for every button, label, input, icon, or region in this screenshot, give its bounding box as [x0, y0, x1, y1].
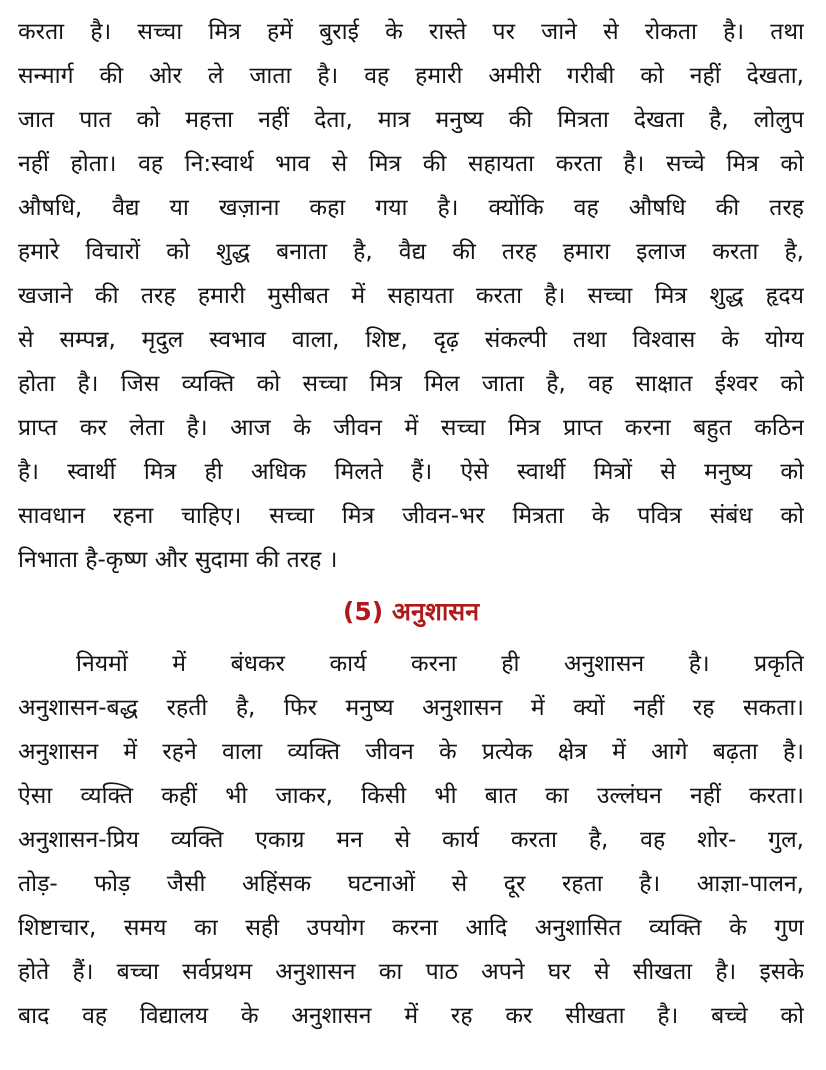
text-line: से सम्पन्न, मृदुल स्वभाव वाला, शिष्ट, दृढ़ संकल्पी तथा विश्वास के योग्य — [18, 327, 804, 353]
text-line: ऐसा व्यक्ति कहीं भी जाकर, किसी भी बात का उल्लंघन नहीं करता। — [18, 783, 804, 809]
text-line: खजाने की तरह हमारी मुसीबत में सहायता करता है। सच्चा मित्र शुद्ध हृदय — [18, 283, 804, 309]
section-heading: (5) अनुशासन — [342, 597, 480, 626]
text-line: अनुशासन-प्रिय व्यक्ति एकाग्र मन से कार्य करता है, वह शोर- गुल, — [18, 827, 804, 853]
text-line: शिष्टाचार, समय का सही उपयोग करना आदि अनुशासित व्यक्ति के गुण — [18, 915, 804, 941]
text-line: अनुशासन-बद्ध रहती है, फिर मनुष्य अनुशासन में क्यों नहीं रह सकता। — [18, 695, 804, 721]
text-line: तोड़- फोड़ जैसी अहिंसक घटनाओं से दूर रहता है। आज्ञा-पालन, — [18, 871, 804, 897]
text-line: सावधान रहना चाहिए। सच्चा मित्र जीवन-भर मित्रता के पवित्र संबंध को — [18, 503, 804, 529]
text-line: होता है। जिस व्यक्ति को सच्चा मित्र मिल जाता है, वह साक्षात ईश्वर को — [18, 371, 804, 397]
text-line: सन्मार्ग की ओर ले जाता है। वह हमारी अमीरी गरीबी को नहीं देखता, — [18, 63, 804, 89]
text-line: हमारे विचारों को शुद्ध बनाता है, वैद्य की तरह हमारा इलाज करता है, — [18, 239, 804, 265]
text-line: बाद वह विद्यालय के अनुशासन में रह कर सीखता है। बच्चे को — [18, 1003, 804, 1029]
text-line: करता है। सच्चा मित्र हमें बुराई के रास्ते पर जाने से रोकता है। तथा — [18, 19, 804, 45]
text-line: निभाता है-कृष्ण और सुदामा की तरह । — [18, 547, 338, 573]
paragraph-friendship-continued — [18, 10, 804, 582]
text-line: नहीं होता। वह नि:स्वार्थ भाव से मित्र की सहायता करता है। सच्चे मित्र को — [18, 151, 804, 177]
text-line: औषधि, वैद्य या खज़ाना कहा गया है। क्योंकि वह औषधि की तरह — [18, 195, 804, 221]
text-line: जात पात को महत्ता नहीं देता, मात्र मनुष्य की मित्रता देखता है, लोलुप — [18, 107, 804, 133]
paragraph-discipline — [18, 642, 804, 1038]
text-line: है। स्वार्थी मित्र ही अधिक मिलते हैं। ऐसे स्वार्थी मित्रों से मनुष्य को — [18, 459, 804, 485]
text-line: प्राप्त कर लेता है। आज के जीवन में सच्चा मित्र प्राप्त करना बहुत कठिन — [18, 415, 804, 441]
text-line: अनुशासन में रहने वाला व्यक्ति जीवन के प्रत्येक क्षेत्र में आगे बढ़ता है। — [18, 739, 804, 765]
text-line: होते हैं। बच्चा सर्वप्रथम अनुशासन का पाठ अपने घर से सीखता है। इसके — [18, 959, 804, 985]
section-heading-container — [18, 582, 804, 642]
text-line: नियमों में बंधकर कार्य करना ही अनुशासन है। प्रकृति — [76, 651, 804, 677]
